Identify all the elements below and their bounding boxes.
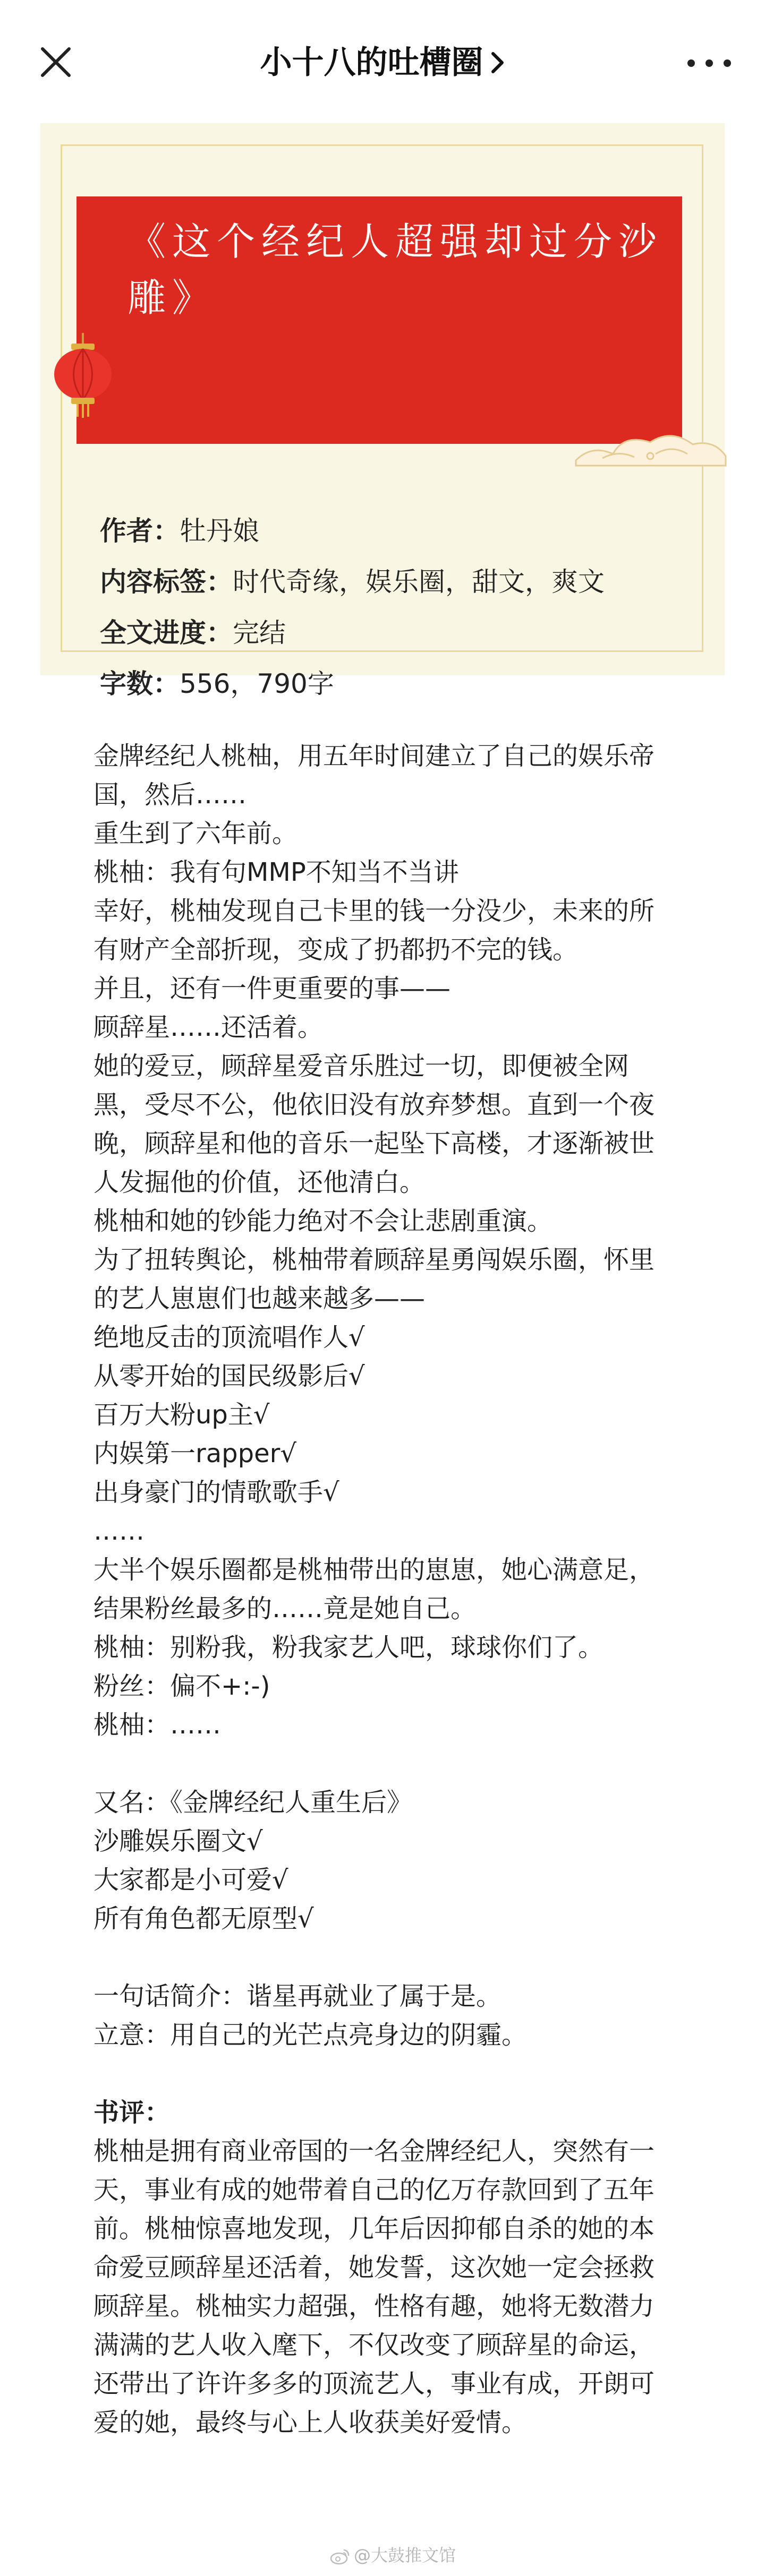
word-count-row: [100, 658, 706, 709]
progress-value: 完结: [233, 617, 286, 648]
text-line: 她的爱豆，顾辞星爱音乐胜过一切，即便被全网黑，受尽不公，他依旧没有放弃梦想。直到一个夜晚，顾辞星和他的音乐一起坠下高楼，才逐渐被世人发掘他的价值，还他清白。: [94, 1051, 655, 1197]
text-line: 从零开始的国民级影后√: [94, 1361, 365, 1391]
post-body: [94, 737, 678, 2442]
lantern-icon: [51, 333, 115, 418]
text-line: 金牌经纪人桃柚，用五年时间建立了自己的娱乐帝国，然后……: [94, 741, 655, 810]
text-line: 内娱第一rapper√: [94, 1439, 296, 1469]
progress-row: [100, 607, 706, 658]
review-text: 桃柚是拥有商业帝国的一名金牌经纪人，突然有一天，事业有成的她带着自己的亿万存款回到了五年前。桃柚惊喜地发现，几年后因抑郁自杀的她的本命爱豆顾辞星还活着，她发誓，这次她一定会拯救顾辞星。桃柚实力超强，性格有趣，她将无数潜力满满的艺人收入麾下，不仅改变了顾辞星的命运，还带出了许许多多的顶流艺人，事业有成，开朗可爱的她，最终与心上人收获美好爱情。: [94, 2136, 655, 2437]
more-dot: [706, 59, 713, 67]
tags-value: 时代奇缘，娱乐圈，甜文，爽文: [233, 566, 605, 597]
title-banner: [76, 196, 682, 444]
tags-row: [100, 556, 706, 607]
more-dot: [724, 59, 731, 67]
text-line: 百万大粉up主√: [94, 1400, 270, 1430]
author-value: 牡丹娘: [180, 516, 259, 546]
word-count-label: 字数：: [100, 668, 180, 699]
tags-label: 内容标签：: [100, 566, 233, 597]
weibo-icon: [329, 2548, 351, 2565]
book-title: 《这个经纪人超强却过分沙雕》: [128, 219, 664, 320]
progress-label: 全文进度：: [100, 617, 233, 648]
circle-title-link[interactable]: [0, 41, 765, 84]
text-line: 粉丝：偏不+:-): [94, 1671, 270, 1701]
cloud-ornament-icon: [571, 423, 731, 471]
watermark-text: @大鼓推文馆: [354, 2545, 456, 2565]
page-title: 小十八的吐槽圈: [260, 44, 483, 81]
text-line: 一句话简介：谐星再就业了属于是。: [94, 1981, 502, 2011]
text-line: 重生到了六年前。: [94, 819, 298, 848]
text-line: 为了扭转舆论，桃柚带着顾辞星勇闯娱乐圈，怀里的艺人崽崽们也越来越多——: [94, 1245, 655, 1313]
watermark: [329, 2542, 456, 2569]
text-line: 幸好，桃柚发现自己卡里的钱一分没少，未来的所有财产全部折现，变成了扔都扔不完的钱。: [94, 896, 655, 965]
text-line: 桃柚：……: [94, 1710, 222, 1740]
book-meta: [100, 505, 706, 709]
top-bar: [0, 0, 765, 122]
blank-line: [94, 2055, 678, 2093]
text-line: 立意：用自己的光芒点亮身边的阴霾。: [94, 2020, 528, 2050]
blank-line: [94, 1745, 678, 1783]
text-line: 桃柚：别粉我，粉我家艺人吧，球球你们了。: [94, 1633, 604, 1662]
text-line: 绝地反击的顶流唱作人√: [94, 1323, 365, 1352]
review-heading: 书评：: [94, 2098, 171, 2127]
text-line: 大半个娱乐圈都是桃柚带出的崽崽，她心满意足，结果粉丝最多的……竟是她自己。: [94, 1555, 655, 1624]
text-line: 沙雕娱乐圈文√: [94, 1826, 263, 1856]
synopsis: [94, 737, 678, 2093]
more-horizontal-icon: [687, 59, 695, 67]
text-line: 桃柚和她的钞能力绝对不会让悲剧重演。: [94, 1206, 553, 1236]
text-line: 又名：《金牌经纪人重生后》: [94, 1788, 413, 1817]
text-line: 所有角色都无原型√: [94, 1904, 314, 1934]
author-label: 作者：: [100, 516, 180, 546]
chevron-right-icon: [490, 51, 505, 74]
text-line: 顾辞星……还活着。: [94, 1012, 324, 1042]
blank-line: [94, 1938, 678, 1977]
text-line: 并且，还有一件更重要的事——: [94, 974, 451, 1003]
more-options-button[interactable]: [685, 52, 733, 73]
word-count-value: 556，790字: [180, 668, 334, 699]
text-line: 大家都是小可爱√: [94, 1865, 288, 1895]
text-line: 桃柚：我有句MMP不知当不当讲: [94, 857, 459, 887]
text-line: 出身豪门的情歌歌手√: [94, 1478, 339, 1507]
author-row: [100, 505, 706, 556]
text-line: ……: [94, 1516, 144, 1546]
book-info-card: [40, 123, 725, 699]
